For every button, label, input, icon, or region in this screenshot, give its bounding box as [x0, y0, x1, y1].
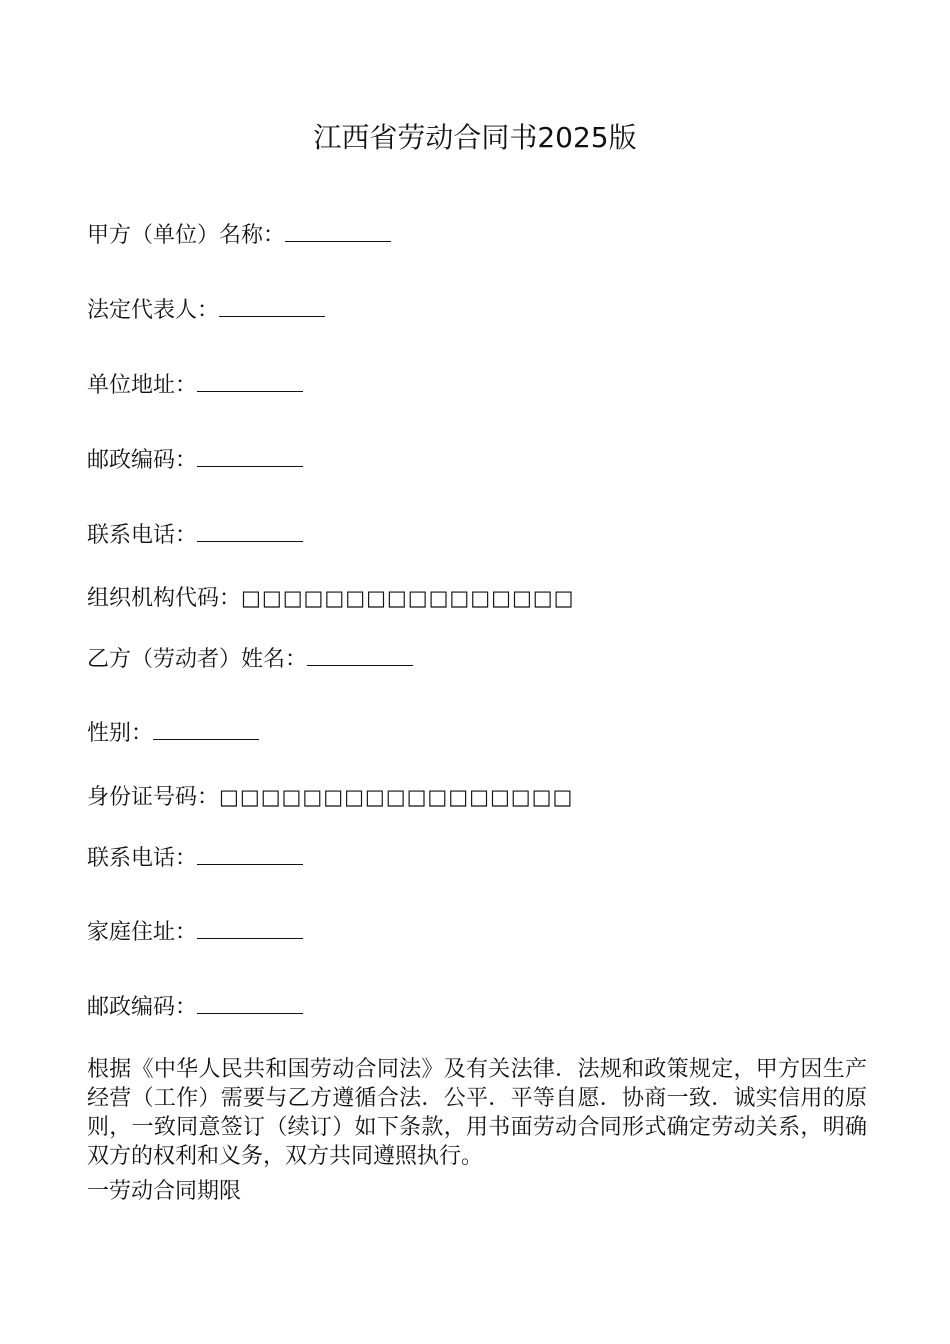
party-b-postal-code-field — [87, 993, 303, 1023]
code-boxes[interactable]: □□□□□□□□□□□□□□□□ — [241, 586, 575, 610]
field-label: 组织机构代码： — [87, 586, 242, 611]
id-number-field — [87, 782, 573, 813]
party-b-phone-field — [87, 844, 303, 874]
fill-blank[interactable] — [197, 521, 303, 542]
unit-address-field — [87, 371, 303, 401]
field-label: 家庭住址： — [87, 920, 198, 945]
field-label: 联系电话： — [87, 846, 198, 871]
organization-code-field — [87, 583, 574, 614]
fill-blank[interactable] — [197, 446, 303, 467]
fill-blank[interactable] — [285, 221, 391, 242]
gender-field — [87, 719, 259, 749]
field-label: 法定代表人： — [87, 298, 220, 323]
home-address-field — [87, 918, 303, 948]
id-boxes[interactable]: □□□□□□□□□□□□□□□□□ — [219, 785, 574, 809]
party-a-postal-code-field — [87, 446, 303, 476]
field-label: 身份证号码： — [87, 785, 220, 810]
fill-blank[interactable] — [307, 645, 413, 666]
field-label: 甲方（单位）名称： — [87, 223, 286, 248]
party-a-name-field — [87, 221, 391, 251]
party-a-phone-field — [87, 521, 303, 551]
fill-blank[interactable] — [197, 371, 303, 392]
fill-blank[interactable] — [197, 844, 303, 865]
field-label: 邮政编码： — [87, 448, 198, 473]
section-heading: 一劳动合同期限 — [87, 1179, 242, 1204]
field-label: 联系电话： — [87, 523, 198, 548]
fill-blank[interactable] — [219, 296, 325, 317]
party-b-name-field — [87, 645, 413, 675]
field-label: 单位地址： — [87, 373, 198, 398]
contract-preamble: 根据《中华人民共和国劳动合同法》及有关法律．法规和政策规定，甲方因生产经营（工作）需要与乙方遵循合法．公平．平等自愿．协商一致．诚实信用的原则，一致同意签订（续订）如下条款，用书面劳动合同形式确定劳动关系，明确双方的权利和义务，双方共同遵照执行。 — [87, 1057, 867, 1169]
field-label: 乙方（劳动者）姓名： — [87, 647, 308, 672]
document-title: 江西省劳动合同书2025版 — [313, 121, 637, 154]
fill-blank[interactable] — [153, 719, 259, 740]
fill-blank[interactable] — [197, 918, 303, 939]
field-label: 性别： — [87, 721, 154, 746]
legal-representative-field — [87, 296, 325, 326]
fill-blank[interactable] — [197, 993, 303, 1014]
field-label: 邮政编码： — [87, 995, 198, 1020]
